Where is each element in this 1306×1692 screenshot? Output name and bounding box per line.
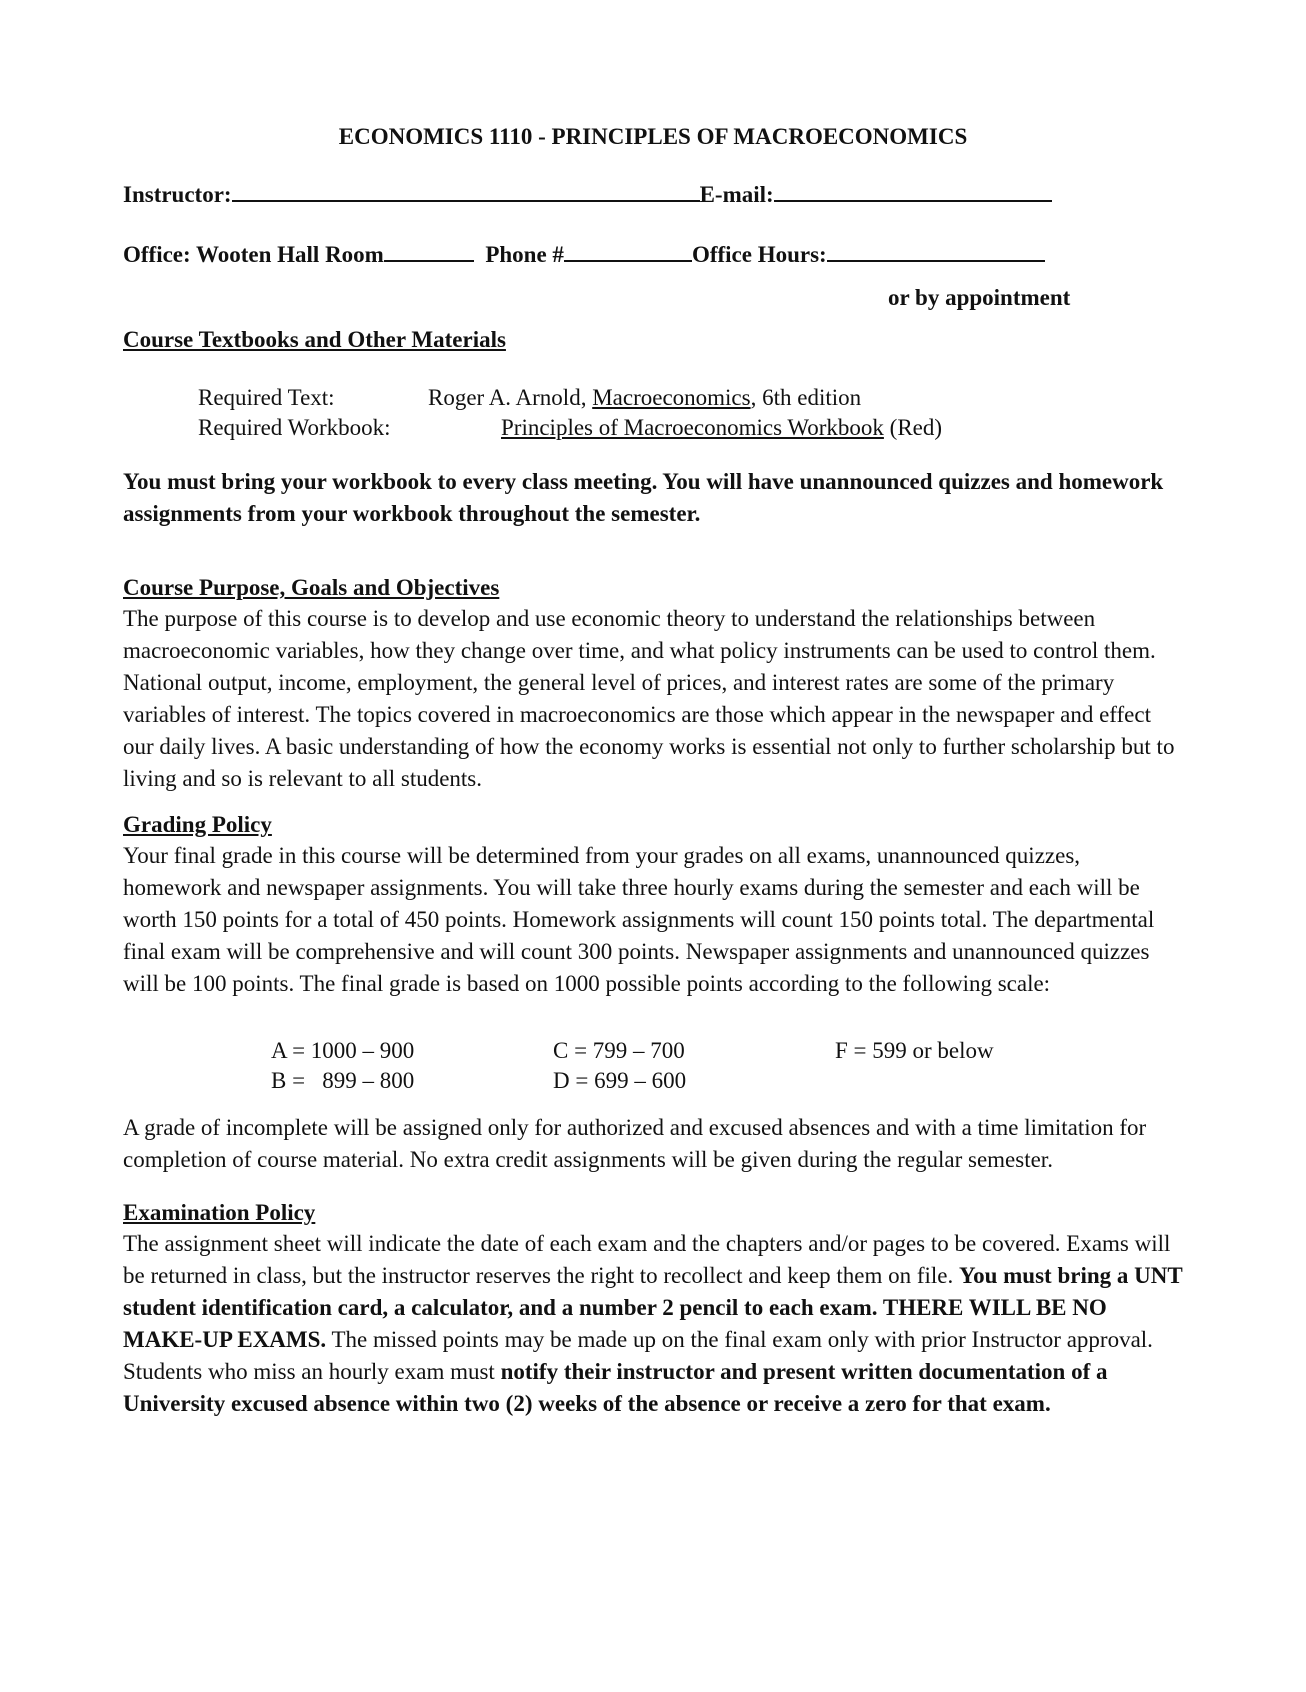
grading-heading: Grading Policy: [123, 812, 272, 837]
office-hours-blank: [827, 238, 1045, 262]
document-title: ECONOMICS 1110 - PRINCIPLES OF MACROECONOMICS: [338, 124, 968, 149]
grade-scale-f: F = 599 or below: [835, 1038, 994, 1063]
required-text-label: Required Text:: [198, 385, 335, 410]
instructor-row: [123, 178, 1052, 208]
required-workbook-value: [501, 415, 942, 441]
required-workbook-label: Required Workbook:: [198, 415, 391, 440]
room-blank: [384, 238, 474, 262]
purpose-body: The purpose of this course is to develop and use economic theory to understand the relationships between macroeconomic variables, how they change over time, and what policy instruments can be used to control them. National output, income, employment, the general level of prices, and interest rates are some of the primary variables of interest. The topics covered in macroeconomics are those which appear in the newspaper and effect our daily lives. A basic understanding of how the economy works is essential not only to further scholarship but to living and so is relevant to all students.: [123, 606, 1175, 791]
text-author: Roger A. Arnold,: [428, 385, 593, 410]
grade-scale-d: D = 699 – 600: [553, 1068, 687, 1093]
office-label: Office: Wooten Hall Room: [123, 242, 384, 267]
exam-body: [123, 1228, 1183, 1420]
exam-text-2: You must bring a UNT student identification card, a calculator, and a number 2 pencil to each exam. THERE WILL BE NO MAKE-UP EXAMS.: [123, 1263, 1183, 1352]
phone-label: Phone #: [485, 242, 564, 267]
email-blank: [774, 178, 1052, 202]
required-text-value: [428, 385, 861, 411]
incomplete-policy: A grade of incomplete will be assigned only for authorized and excused absences and with a time limitation for completion of course material. No extra credit assignments will be given during the regular semester.: [123, 1115, 1147, 1172]
exam-heading: Examination Policy: [123, 1200, 316, 1225]
office-hours-label: Office Hours:: [691, 242, 827, 267]
email-label: E-mail:: [699, 182, 774, 207]
phone-blank: [564, 238, 692, 262]
workbook-color: (Red): [883, 415, 943, 440]
instructor-blank: [232, 178, 700, 202]
exam-text-3: The missed points may be made up on the final exam only with prior Instructor approval. Students who miss an hourly exam must: [123, 1327, 1153, 1384]
workbook-notice: You must bring your workbook to every class meeting. You will have unannounced quizzes and homework assignments from your workbook throughout the semester.: [123, 469, 1164, 526]
exam-text-4: notify their instructor and present written documentation of a University excused absence within two (2) weeks of the absence or receive a zero for that exam.: [123, 1359, 1108, 1416]
office-row: [123, 238, 1045, 268]
instructor-label: Instructor:: [123, 182, 232, 207]
text-edition: , 6th edition: [750, 385, 862, 410]
text-title: Macroeconomics: [592, 385, 751, 410]
grade-scale-b: B = 899 – 800: [271, 1068, 415, 1093]
purpose-heading: Course Purpose, Goals and Objectives: [123, 575, 500, 600]
grading-body: Your final grade in this course will be determined from your grades on all exams, unannounced quizzes, homework and newspaper assignments. You will take three hourly exams during the semester and each will be worth 150 points for a total of 450 points. Homework assignments will count 150 points total. The departmental final exam will be comprehensive and will count 300 points. Newspaper assignments and unannounced quizzes will be 100 points. The final grade is based on 1000 possible points according to the following scale:: [123, 843, 1155, 996]
workbook-title: Principles of Macroeconomics Workbook: [501, 415, 884, 440]
appointment-note: or by appointment: [888, 285, 1071, 310]
grade-scale-c: C = 799 – 700: [553, 1038, 685, 1063]
exam-text-1: The assignment sheet will indicate the date of each exam and the chapters and/or pages to be covered. Exams will be returned in class, but the instructor reserves the right to recollect and keep them on file.: [123, 1231, 1171, 1288]
materials-heading: Course Textbooks and Other Materials: [123, 327, 506, 352]
grade-scale-a: A = 1000 – 900: [271, 1038, 415, 1063]
